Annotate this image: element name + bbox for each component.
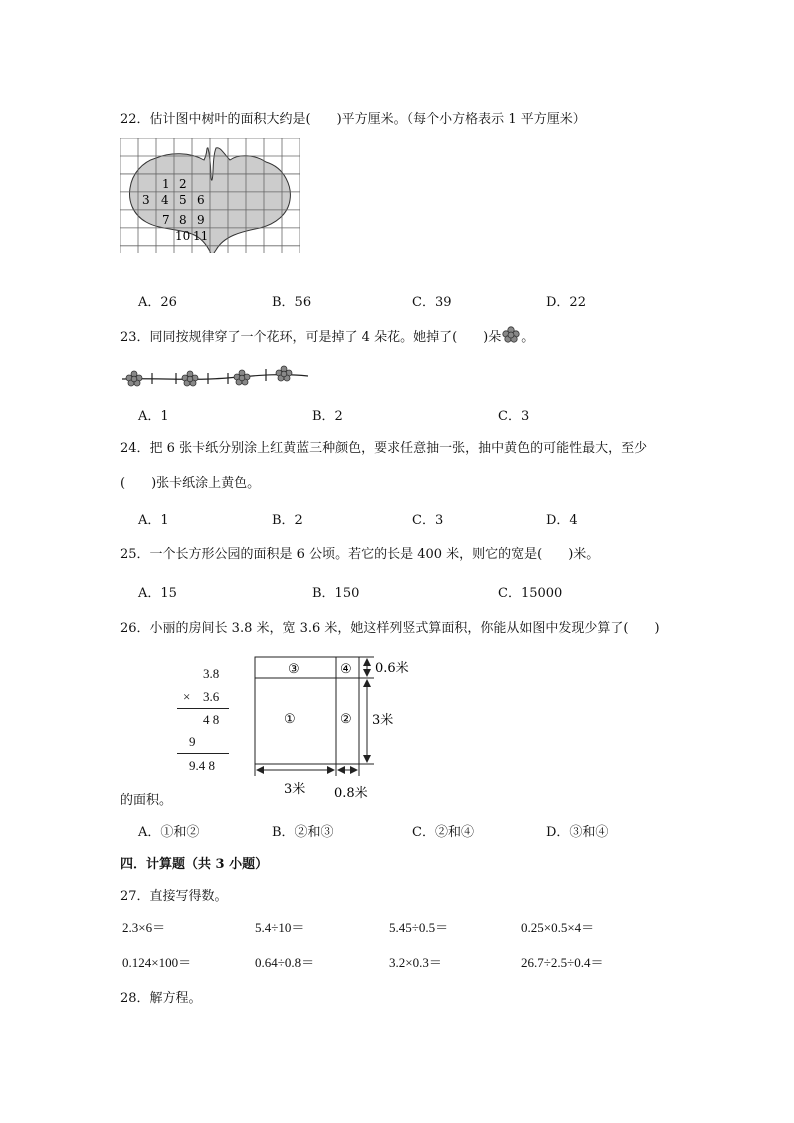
- dim-right: 3米: [372, 713, 394, 728]
- q25-option-c[interactable]: C．15000: [498, 586, 563, 601]
- grid-number: 9: [197, 213, 205, 227]
- flower-icon: [234, 370, 250, 385]
- q22-option-b[interactable]: B．56: [272, 295, 312, 310]
- flower-icon: [276, 366, 292, 381]
- q22-option-d[interactable]: D．22: [546, 295, 586, 310]
- calc-rule: [177, 708, 229, 709]
- grid-number: 3: [142, 193, 150, 207]
- calc-rule: [177, 753, 229, 754]
- q23-text-before: 23．同同按规律穿了一个花环，可是掉了 4 朵花。她掉了( )朵: [120, 330, 502, 345]
- calc-item: 0.25×0.5×4＝: [521, 920, 595, 935]
- flower-garland-figure: [120, 364, 312, 390]
- q23-text: [120, 326, 534, 345]
- region-3-label: ③: [288, 662, 300, 677]
- q22-option-c[interactable]: C．39: [412, 295, 452, 310]
- q27-text: 27．直接写得数。: [120, 889, 228, 904]
- q26-option-a[interactable]: A．①和②: [138, 825, 200, 840]
- q23-option-a[interactable]: A．1: [138, 409, 169, 424]
- calc-item: 2.3×6＝: [122, 920, 166, 935]
- calc-result: 9.4 8: [189, 758, 215, 773]
- dim-bottom-left: 3米: [284, 782, 306, 797]
- region-2-label: ②: [340, 712, 352, 727]
- grid-number: 8: [179, 213, 187, 227]
- q25-option-a[interactable]: A．15: [138, 586, 177, 601]
- calc-partial2: 9: [189, 734, 196, 749]
- calc-item: 0.64÷0.8＝: [255, 955, 315, 970]
- calc-operator: ×: [183, 689, 191, 704]
- grid-number: 5: [179, 193, 187, 207]
- dim-bottom-right: 0.8米: [334, 786, 368, 801]
- q22-option-a[interactable]: A．26: [138, 295, 177, 310]
- q23-option-b[interactable]: B．2: [312, 409, 343, 424]
- q24-option-d[interactable]: D．4: [546, 513, 578, 528]
- q26-option-c[interactable]: C．②和④: [412, 825, 474, 840]
- region-1-label: ①: [284, 712, 296, 727]
- q28-text: 28．解方程。: [120, 991, 202, 1006]
- q23-option-c[interactable]: C．3: [498, 409, 530, 424]
- calc-partial1: 4 8: [203, 712, 220, 727]
- calc-item: 26.7÷2.5÷0.4＝: [521, 955, 604, 970]
- q24-text-line1: 24．把 6 张卡纸分别涂上红黄蓝三种颜色，要求任意抽一张，抽中黄色的可能性最大，至少: [120, 441, 648, 456]
- flower-icon: [182, 371, 198, 386]
- q26-text: 26．小丽的房间长 3.8 米，宽 3.6 米，她这样列竖式算面积，你能从如图中发现少算了( ): [120, 621, 660, 636]
- calc-line2: 3.6: [203, 689, 220, 704]
- grid-number: 1: [162, 177, 170, 191]
- calc-line1: 3.8: [203, 666, 220, 681]
- calc-item: 5.4÷10＝: [255, 920, 305, 935]
- region-4-label: ④: [340, 662, 352, 677]
- grid-number: 2: [179, 177, 187, 191]
- q25-option-b[interactable]: B．150: [312, 586, 360, 601]
- leaf-grid-figure: [120, 138, 300, 253]
- q25-text: 25．一个长方形公园的面积是 6 公顷。若它的长是 400 米，则它的宽是( )米。: [120, 547, 600, 562]
- grid-number: 7: [162, 213, 170, 227]
- q26-tail-text: 的面积。: [120, 793, 173, 808]
- q26-option-d[interactable]: D．③和④: [546, 825, 609, 840]
- dim-top-right: 0.6米: [375, 661, 409, 676]
- q23-text-after: 。: [521, 330, 535, 345]
- q24-text-line2: ( )张卡纸涂上黄色。: [120, 476, 261, 491]
- grid-number: 11: [193, 229, 209, 243]
- calc-item: 0.124×100＝: [122, 955, 192, 970]
- q22-text: 22．估计图中树叶的面积大约是( )平方厘米。（每个小方格表示 1 平方厘米）: [120, 112, 586, 127]
- flower-icon: [501, 326, 521, 344]
- calc-item: 5.45÷0.5＝: [389, 920, 449, 935]
- grid-number: 6: [197, 193, 205, 207]
- section-4-title: 四．计算题（共 3 小题）: [120, 857, 269, 872]
- q26-option-b[interactable]: B．②和③: [272, 825, 334, 840]
- grid-number: 4: [161, 193, 169, 207]
- q24-option-c[interactable]: C．3: [412, 513, 444, 528]
- q24-option-a[interactable]: A．1: [138, 513, 169, 528]
- calc-item: 3.2×0.3＝: [389, 955, 442, 970]
- grid-number: 10: [175, 229, 191, 243]
- q24-option-b[interactable]: B．2: [272, 513, 303, 528]
- room-area-diagram: [250, 652, 430, 802]
- flower-icon: [126, 371, 142, 386]
